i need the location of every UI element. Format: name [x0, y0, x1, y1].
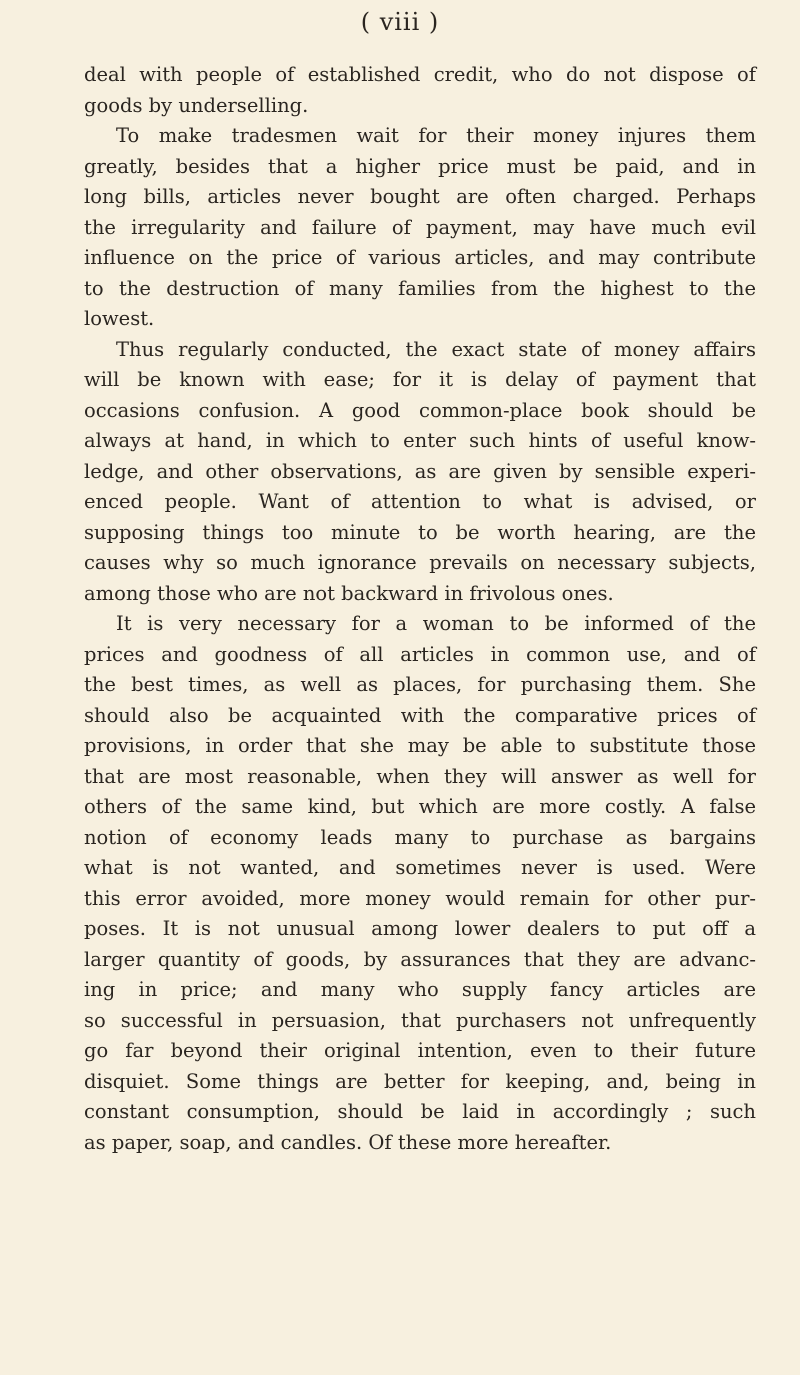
text-line: prices and goodness of all articles in common use, and of [84, 642, 756, 666]
text-line: others of the same kind, but which are more costly. A false [84, 795, 756, 818]
text-line: disquiet. Some things are better for keeping, and, being in [84, 1069, 756, 1093]
text-line: ing in price; and many who supply fancy articles are [84, 978, 756, 1001]
text-line: larger quantity of goods, by assurances that they are advanc- [84, 947, 756, 971]
text-line: deal with people of established credit, who do not dispose of [84, 63, 756, 86]
text-line: the best times, as well as places, for purchasing them. She [84, 673, 756, 696]
text-line: greatly, besides that a higher price must be paid, and in [84, 154, 756, 178]
text-line: supposing things too minute to be worth hearing, are the [84, 520, 756, 544]
body-text [84, 60, 756, 1158]
text-line: Thus regularly conducted, the exact state of money affairs [116, 337, 756, 361]
text-line: goods by underselling. [84, 93, 309, 117]
text-line: occasions confusion. A good common-place book should be [84, 398, 756, 422]
text-line: constant consumption, should be laid in accordingly ; such [84, 1100, 756, 1123]
text-line: so successful in persuasion, that purchasers not unfrequently [84, 1008, 756, 1032]
text-line: influence on the price of various articles, and may contribute [84, 246, 756, 269]
text-line: what is not wanted, and sometimes never is used. Were [84, 856, 756, 879]
text-line: causes why so much ignorance prevails on necessary subjects, [84, 551, 756, 574]
text-line: It is very necessary for a woman to be informed of the [116, 612, 756, 635]
page-number: ( viii ) [360, 8, 440, 36]
text-line: always at hand, in which to enter such hints of useful know- [84, 429, 756, 452]
text-line: go far beyond their original intention, even to their future [84, 1039, 756, 1062]
text-line: this error avoided, more money would remain for other pur- [84, 886, 756, 910]
text-line: as paper, soap, and candles. Of these more hereafter. [84, 1130, 612, 1154]
text-line: notion of economy leads many to purchase as bargains [84, 825, 756, 849]
text-line: To make tradesmen wait for their money injures them [116, 124, 756, 147]
text-line: provisions, in order that she may be able to substitute those [84, 734, 756, 757]
text-line: poses. It is not unusual among lower dealers to put off a [84, 917, 756, 940]
text-line: lowest. [84, 307, 155, 330]
text-line: among those who are not backward in frivolous ones. [84, 581, 614, 605]
text-line: to the destruction of many families from the highest to the [84, 276, 756, 300]
text-line: enced people. Want of attention to what is advised, or [84, 490, 756, 513]
text-line: will be known with ease; for it is delay of payment that [84, 368, 756, 391]
text-line: should also be acquainted with the comparative prices of [84, 703, 756, 727]
text-line: long bills, articles never bought are often charged. Perhaps [84, 185, 756, 208]
text-line: the irregularity and failure of payment, may have much evil [84, 215, 756, 239]
text-line: ledge, and other observations, as are given by sensible experi- [84, 459, 756, 483]
text-line: that are most reasonable, when they will answer as well for [84, 764, 756, 788]
